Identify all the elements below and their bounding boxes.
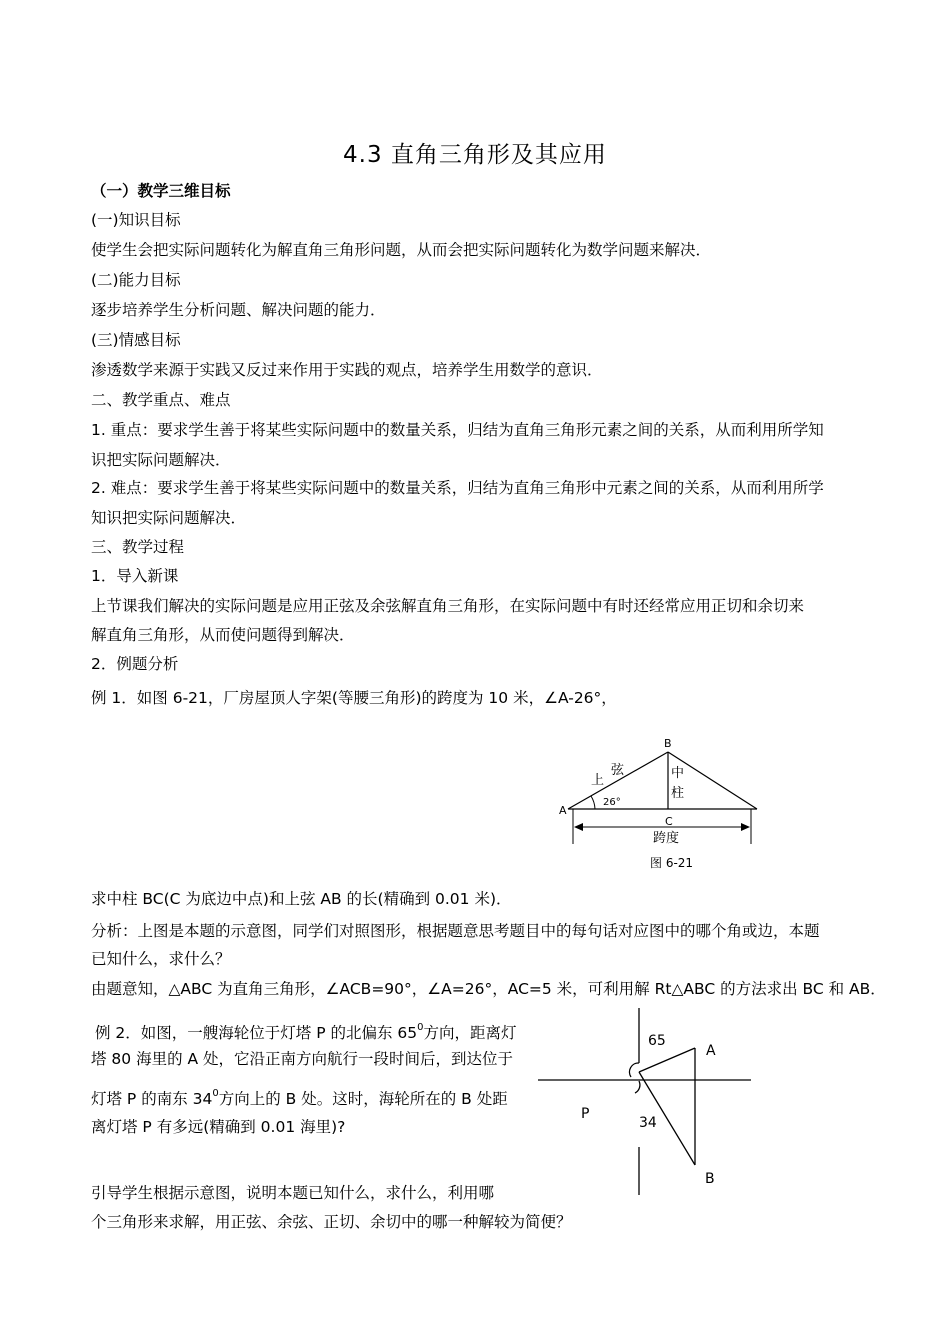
example-1-question: 求中柱 BC(C 为底边中点)和上弦 AB 的长(精确到 0.01 米)．: [91, 890, 512, 908]
figure2-label-b: B: [705, 1171, 715, 1187]
figure1-angle-label: 26°: [603, 797, 621, 808]
emotion-goal-text: 渗透数学来源于实践又反过来作用于实践的观点，培养学生用数学的意识．: [91, 361, 603, 379]
example-2-line-3-end: 方向上的 B 处。这时，海轮所在的 B 处距: [218, 1090, 508, 1108]
key-point-line-1: 1. 重点：要求学生善于将某些实际问题中的数量关系，归结为直角三角形元素之间的关系，从而利用所学知: [91, 421, 824, 439]
figure2-label-65: 65: [648, 1033, 666, 1049]
example-2-line-1-end: 方向，距离灯: [423, 1024, 517, 1042]
step-intro-title: 1．导入新课: [91, 567, 179, 585]
section-heading-key-points: 二、教学重点、难点: [91, 391, 231, 409]
step-examples-title: 2．例题分析: [91, 655, 179, 673]
difficulty-line-2: 知识把实际问题解决．: [91, 509, 247, 527]
figure2-angle-arc-north: [629, 1063, 639, 1077]
figure1-span-arrow-left: [574, 823, 583, 831]
figure2-label-p: P: [581, 1106, 590, 1122]
figure1-label-b: B: [664, 737, 672, 750]
guide-line-2: 个三角形来求解，用正弦、余弦、正切、余切中的哪一种解较为简便？: [91, 1213, 572, 1231]
figure1-label-a: A: [559, 804, 567, 817]
ability-goal-title: (二)能力目标: [91, 271, 181, 289]
figure2-angle-arc-south: [635, 1081, 640, 1093]
example-2-line-2: 塔 80 海里的 A 处，它沿正南方向航行一段时间后，到达位于: [91, 1050, 514, 1068]
figure1-label-c: C: [665, 815, 673, 828]
intro-text-line-1: 上节课我们解决的实际问题是应用正弦及余弦解直角三角形，在实际问题中有时还经常应用正切和余切来: [91, 597, 805, 615]
figure1-span-arrow-right: [741, 823, 750, 831]
figure2-label-34: 34: [639, 1115, 657, 1131]
section-heading-objectives: （一）教学三维目标: [91, 182, 231, 200]
knowledge-goal-title: (一)知识目标: [91, 211, 181, 229]
key-point-line-2: 识把实际问题解决．: [91, 451, 231, 469]
example-2-diagram: [535, 1005, 755, 1200]
example-2-line-3-start: 灯塔 P 的南东 34: [91, 1090, 213, 1108]
figure2-line-pa: [639, 1048, 695, 1072]
example-1-text: 例 1．如图 6-21，厂房屋顶人字架(等腰三角形)的跨度为 10 米，∠A-26°，: [91, 689, 617, 707]
figure1-label-xian: 弦: [611, 763, 625, 778]
figure1-label-zhong: 中: [671, 766, 685, 781]
knowledge-goal-text: 使学生会把实际问题转化为解直角三角形问题，从而会把实际问题转化为数学问题来解决．: [91, 241, 712, 259]
degree-superscript: 0: [417, 1022, 424, 1033]
section-heading-process: 三、教学过程: [91, 538, 185, 556]
figure1-label-zhu: 柱: [671, 786, 685, 801]
known-conditions: 由题意知，△ABC 为直角三角形，∠ACB=90°，∠A=26°，AC=5 米，可利用解 Rt△ABC 的方法求出 BC 和 AB．: [91, 980, 886, 998]
degree-superscript: 0: [212, 1088, 219, 1099]
figure1-span-label: 跨度: [653, 831, 680, 846]
figure1-label-shang: 上: [591, 773, 605, 788]
intro-text-line-2: 解直角三角形，从而使问题得到解决．: [91, 626, 355, 644]
figure2-label-a: A: [706, 1043, 716, 1059]
figure1-angle-arc: [591, 796, 595, 809]
ability-goal-text: 逐步培养学生分析问题、解决问题的能力．: [91, 301, 386, 319]
page-title: 4.3 直角三角形及其应用: [343, 142, 607, 168]
emotion-goal-title: (三)情感目标: [91, 331, 181, 349]
figure-6-21-diagram: [555, 732, 770, 877]
guide-line-1: 引导学生根据示意图，说明本题已知什么，求什么，利用哪: [91, 1184, 495, 1202]
difficulty-line-1: 2. 难点：要求学生善于将某些实际问题中的数量关系，归结为直角三角形中元素之间的关系，从而利用所学: [91, 479, 824, 497]
analysis-line-1: 分析：上图是本题的示意图，同学们对照图形，根据题意思考题目中的每句话对应图中的哪个角或边，本题: [91, 922, 820, 940]
example-2-line-1-start: 例 2．如图，一艘海轮位于灯塔 P 的北偏东 65: [95, 1024, 418, 1042]
analysis-line-2: 已知什么，求什么？: [91, 950, 231, 968]
example-2-line-4: 离灯塔 P 有多远(精确到 0.01 海里)?: [91, 1118, 346, 1136]
figure1-caption: 图 6-21: [650, 856, 694, 870]
